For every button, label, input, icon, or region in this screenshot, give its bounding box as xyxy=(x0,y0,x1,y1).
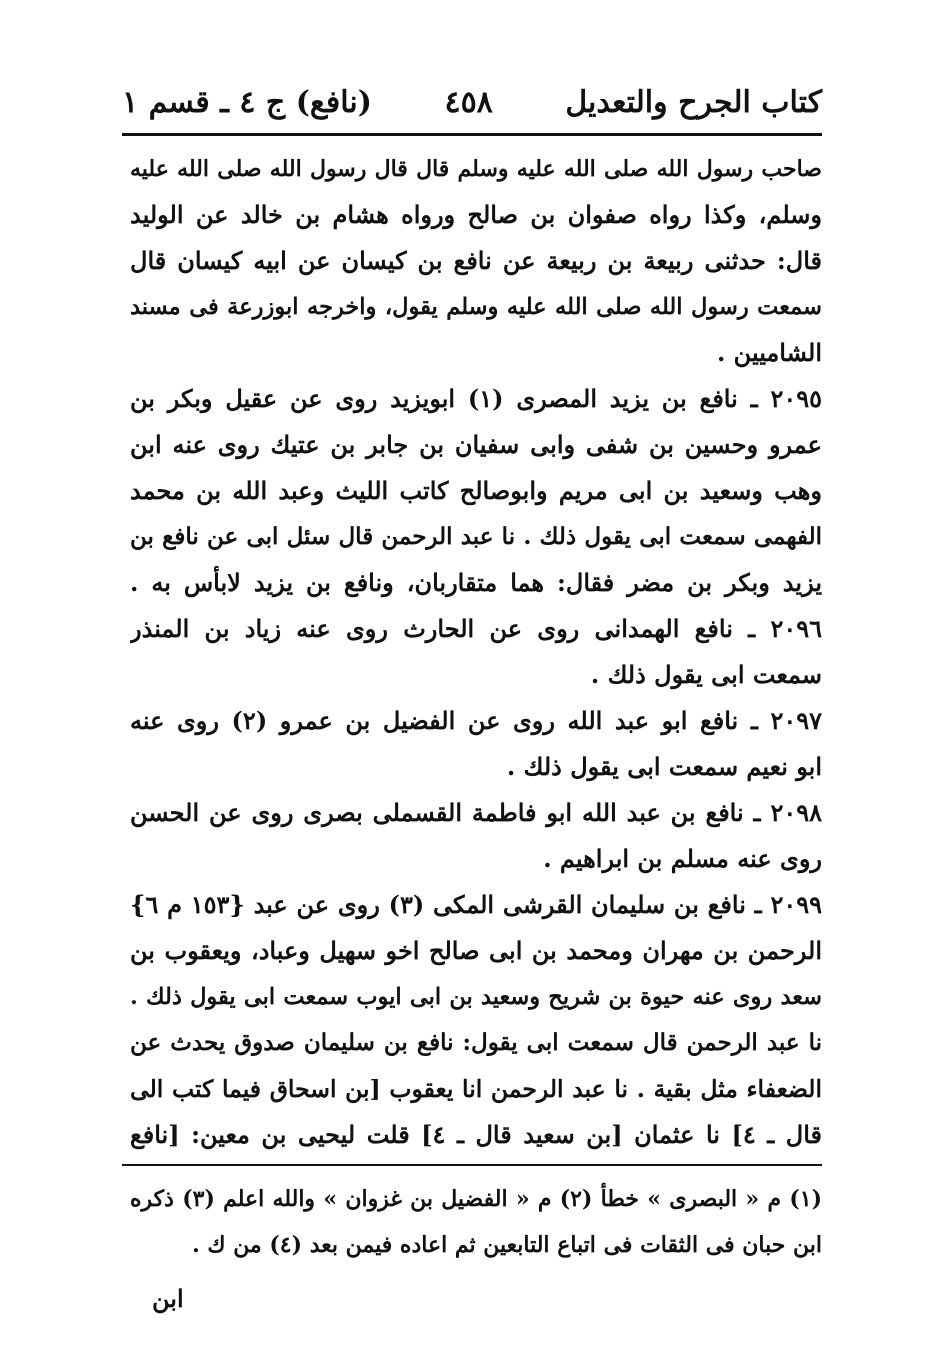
entry-2097-line: ٢٠٩٧ ـ نافع ابو عبد الله روى عن الفضيل بن عمرو (٢) روى عنه xyxy=(130,706,822,735)
book-title: كتاب الجرح والتعديل xyxy=(565,84,822,120)
footnote-rule xyxy=(122,1164,822,1166)
main-text xyxy=(130,146,822,1158)
text-line: الرحمن بن مهران ومحمد بن ابى صالح اخو سهيل وعباد، ويعقوب بن xyxy=(130,936,822,965)
entry-2099-line: ٢٠٩٩ ـ نافع بن سليمان القرشى المكى (٣) روى عن عبد {١٥٣ م ٦} xyxy=(130,890,822,919)
text-line: نا عبد الرحمن قال سمعت ابى يقول: نافع بن سليمان صدوق يحدث عن xyxy=(130,1029,822,1056)
text-line: صاحب رسول الله صلى الله عليه وسلم قال قال رسول الله صلى الله عليه xyxy=(130,156,822,182)
text-line: يزيد وبكر بن مضر فقال: هما متقاربان، ونافع بن يزيد لابأس به . xyxy=(130,568,822,597)
text-line: سمعت ابى يقول ذلك . xyxy=(590,660,822,689)
text-line: وهب وسعيد بن ابى مريم وابوصالح كاتب الليث وعبد الله بن محمد xyxy=(130,476,822,505)
text-line: سعد روى عنه حيوة بن شريح وسعيد بن ابى ايوب سمعت ابى يقول ذلك . xyxy=(130,984,822,1010)
footnotes xyxy=(130,1176,822,1268)
header-rule xyxy=(122,133,822,136)
entry-2096-line: ٢٠٩٦ ـ نافع الهمدانى روى عن الحارث روى عنه زياد بن المنذر xyxy=(130,614,822,643)
text-line: روى عنه مسلم بن ابراهيم . xyxy=(543,844,822,873)
entry-2095-line: ٢٠٩٥ ـ نافع بن يزيد المصرى (١) ابويزيد روى عن عقيل وبكر بن xyxy=(130,384,822,413)
page-header xyxy=(122,72,822,132)
text-line: وسلم، وكذا رواه صفوان بن صالح ورواه هشام بن خالد عن الوليد xyxy=(130,200,822,229)
text-line: قال ـ ٤] نا عثمان [بن سعيد قال ـ ٤] قلت ليحيى بن معين: [نافع xyxy=(130,1120,822,1149)
text-line: الفهمى سمعت ابى يقول ذلك . نا عبد الرحمن قال سئل ابى عن نافع بن xyxy=(130,523,822,550)
footnote-line: ابن حبان فى الثقات فى اتباع التابعين ثم اعاده فيمن بعد (٤) من ك . xyxy=(192,1232,822,1258)
page-number: ٤٥٨ xyxy=(444,84,493,120)
catchword: ابن xyxy=(152,1284,184,1313)
entry-2098-line: ٢٠٩٨ ـ نافع بن عبد الله ابو فاطمة القسملى بصرى روى عن الحسن xyxy=(130,798,822,827)
section-label: (نافع) ج ٤ ـ قسم ١ xyxy=(122,84,372,120)
footnote-line: (١) م « البصرى » خطأ (٢) م « الفضيل بن غزوان » والله اعلم (٣) ذكره xyxy=(130,1186,822,1212)
text-line: قال: حدثنى ربيعة بن ربيعة عن نافع بن كيسان عن ابيه كيسان قال xyxy=(130,246,822,275)
text-line: سمعت رسول الله صلى الله عليه وسلم يقول، واخرجه ابوزرعة فى مسند xyxy=(130,294,822,320)
text-line: عمرو وحسين بن شفى وابى سفيان بن جابر بن عتيك روى عنه ابن xyxy=(130,430,822,459)
text-line: ابو نعيم سمعت ابى يقول ذلك . xyxy=(506,752,822,781)
text-line: الشاميين . xyxy=(716,338,822,367)
text-line: الضعفاء مثل بقية . نا عبد الرحمن انا يعقوب [بن اسحاق فيما كتب الى xyxy=(130,1075,822,1103)
